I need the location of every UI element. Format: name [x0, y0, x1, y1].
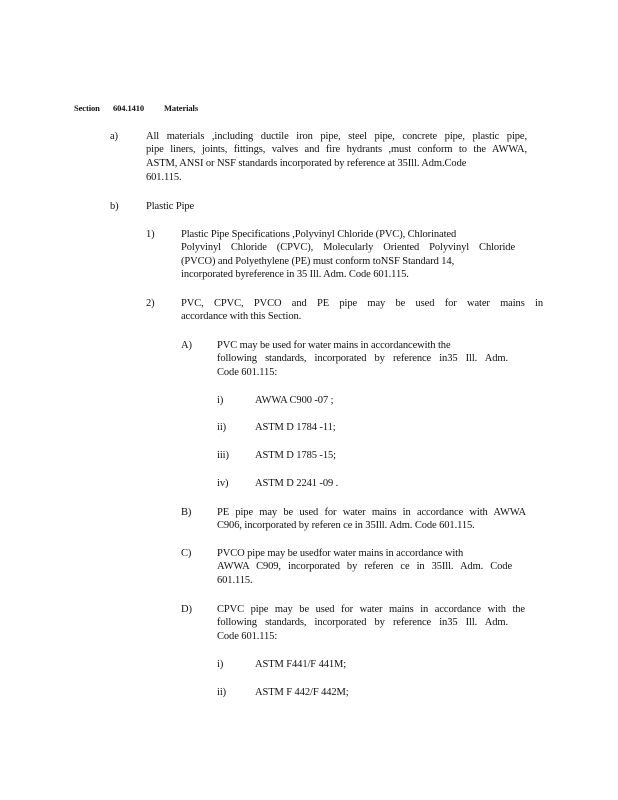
item-D-i-label: i) — [217, 659, 224, 670]
section-title: Materials — [164, 103, 199, 113]
item-C-line-1: PVCO pipe may be usedfor water mains in accordance with — [217, 548, 464, 559]
item-b1-line-1: Plastic Pipe Specifications ,Polyvinyl Chloride (PVC), Chlorinated — [181, 229, 457, 240]
item-A-label: A) — [181, 340, 192, 351]
item-D-line-3: Code 601.115: — [217, 631, 278, 642]
item-b-title: Plastic Pipe — [146, 201, 195, 212]
item-A-ii-text: ASTM D 1784 -11; — [255, 422, 336, 433]
item-D-i-text: ASTM F441/F 441M; — [255, 659, 347, 670]
item-b2-line-1: PVC, CPVC, PVCO and PE pipe may be used for water mains in — [181, 298, 543, 309]
item-C-line-2: AWWA C909, incorporated by referen ce in 35Ill. Adm. Code — [217, 561, 512, 572]
item-D-ii-label: ii) — [217, 687, 227, 698]
item-D-label: D) — [181, 604, 192, 615]
item-B-line-1: PE pipe may be used for water mains in accordance with AWWA — [217, 507, 526, 518]
item-a-line-1: All materials ,including ductile iron pipe, steel pipe, concrete pipe, plastic pipe, — [146, 131, 527, 142]
item-D-line-2: following standards, incorporated by reference in35 Ill. Adm. — [217, 617, 508, 628]
item-B-line-2: C906, incorporated by referen ce in 35Ill. Adm. Code 601.115. — [217, 520, 475, 531]
item-A-i-text: AWWA C900 -07 ; — [255, 395, 334, 406]
item-A-i-label: i) — [217, 395, 224, 406]
item-A-line-1: PVC may be used for water mains in accordancewith the — [217, 340, 451, 351]
item-D-ii-text: ASTM F 442/F 442M; — [255, 687, 349, 698]
item-a-line-2: pipe liners, joints, fittings, valves and fire hydrants ,must conform to the AWWA, — [146, 144, 527, 155]
item-a-label: a) — [110, 131, 118, 142]
item-b2-label: 2) — [146, 298, 155, 309]
item-a-line-4: 601.115. — [146, 172, 182, 183]
item-b2-line-2: accordance with this Section. — [181, 311, 302, 322]
item-b1-label: 1) — [146, 229, 155, 240]
item-A-line-2: following standards, incorporated by reference in35 Ill. Adm. — [217, 353, 508, 364]
section-number: 604.1410 — [113, 103, 145, 113]
item-D-line-1: CPVC pipe may be used for water mains in accordance with the — [217, 604, 525, 615]
item-A-iv-text: ASTM D 2241 -09 . — [255, 478, 339, 489]
item-C-line-3: 601.115. — [217, 575, 253, 586]
item-b1-line-2: Polyvinyl Chloride (CPVC), Molecularly Oriented Polyvinyl Chloride — [181, 242, 515, 253]
item-a-line-3: ASTM, ANSI or NSF standards incorporated by reference at 35Ill. Adm.Code — [146, 158, 467, 169]
item-A-ii-label: ii) — [217, 422, 227, 433]
item-b1-line-4: incorporated byreference in 35 Ill. Adm. Code 601.115. — [181, 269, 409, 280]
item-A-iii-label: iii) — [217, 450, 229, 461]
item-A-iii-text: ASTM D 1785 -15; — [255, 450, 336, 461]
item-A-line-3: Code 601.115: — [217, 367, 278, 378]
item-B-label: B) — [181, 507, 192, 518]
item-A-iv-label: iv) — [217, 478, 229, 489]
item-b1-line-3: (PVCO) and Polyethylene (PE) must conform toNSF Standard 14, — [181, 256, 455, 267]
section-word: Section — [74, 103, 100, 113]
item-b-label: b) — [110, 201, 119, 212]
item-C-label: C) — [181, 548, 192, 559]
